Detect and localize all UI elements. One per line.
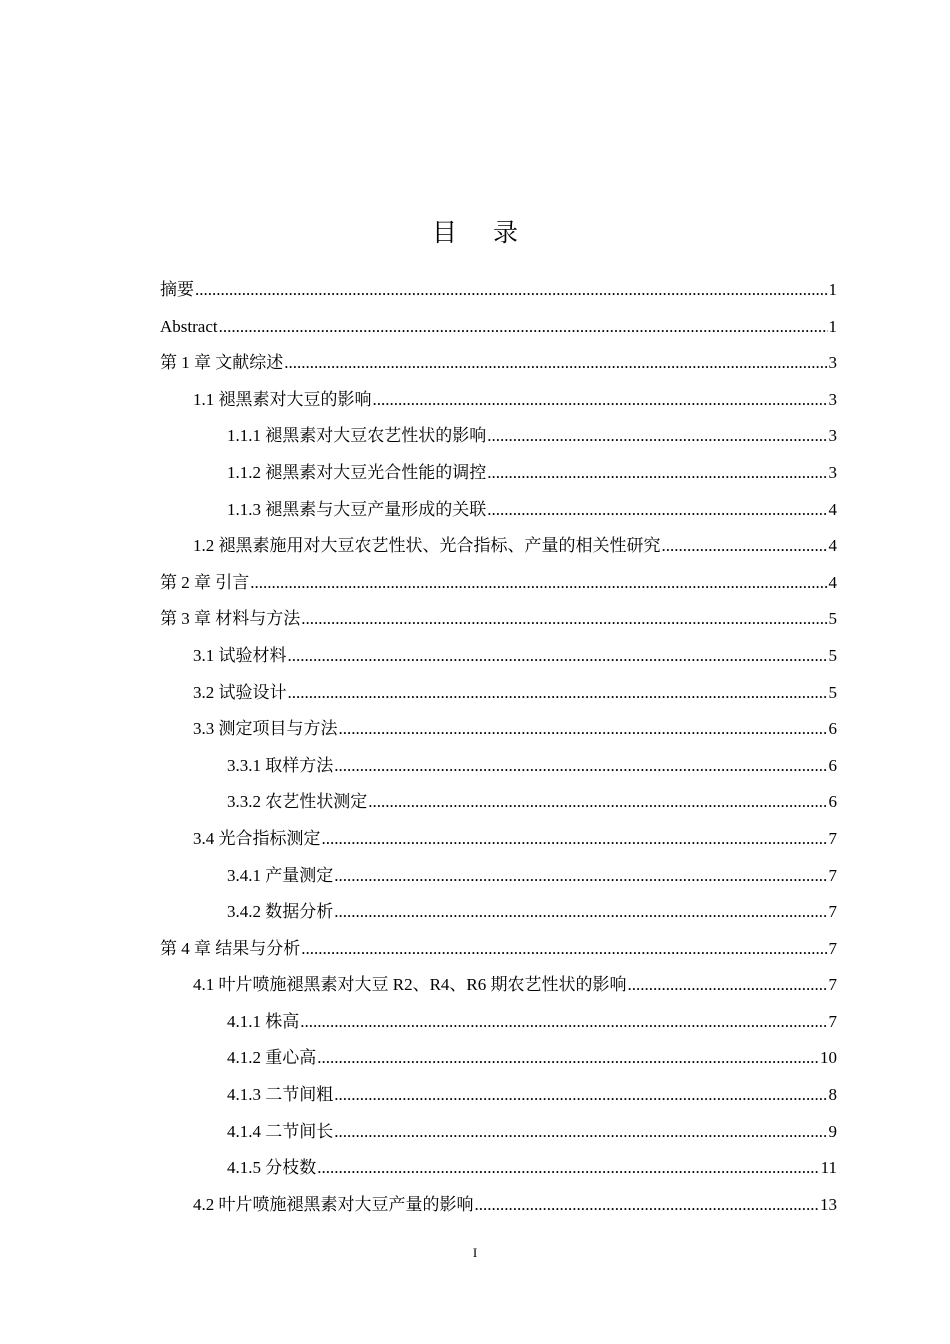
toc-entry[interactable] xyxy=(160,784,837,821)
toc-entry-text: 4.1.4 二节间长 xyxy=(227,1121,334,1141)
toc-dot-leader xyxy=(334,858,827,895)
toc-dot-leader xyxy=(322,821,828,858)
toc-entry-text: 第 4 章 结果与分析 xyxy=(160,938,301,958)
toc-entry-text: 3.4 光合指标测定 xyxy=(193,828,321,848)
toc-entry[interactable] xyxy=(160,345,837,382)
toc-dot-leader xyxy=(301,601,827,638)
toc-entry[interactable] xyxy=(160,528,837,565)
toc-entry[interactable] xyxy=(160,711,837,748)
toc-entry-page: 1 xyxy=(828,280,837,299)
toc-dot-leader xyxy=(334,1077,827,1114)
toc-dot-leader xyxy=(300,1004,827,1041)
toc-entry-page: 13 xyxy=(820,1194,837,1214)
toc-dot-leader xyxy=(301,931,827,968)
toc-entry-page: 7 xyxy=(828,828,837,848)
toc-dot-leader xyxy=(373,382,828,419)
toc-entry[interactable] xyxy=(160,455,837,492)
toc-entry-page: 4 xyxy=(828,536,837,556)
toc-dot-leader xyxy=(334,748,827,785)
toc-dot-leader xyxy=(195,272,828,309)
toc-entry[interactable] xyxy=(160,1004,837,1041)
toc-dot-leader xyxy=(250,565,827,602)
toc-entry-page: 5 xyxy=(828,645,837,665)
toc-entry-page: 7 xyxy=(828,938,837,958)
toc-entry-page: 8 xyxy=(828,1085,837,1105)
toc-dot-leader xyxy=(662,528,828,565)
toc-entry-text: 3.2 试验设计 xyxy=(193,682,287,702)
toc-entry-page: 11 xyxy=(820,1158,837,1178)
toc-entry-text: 4.2 叶片喷施褪黑素对大豆产量的影响 xyxy=(193,1194,474,1214)
toc-entry-text: 3.3 测定项目与方法 xyxy=(193,719,338,739)
toc-entry[interactable] xyxy=(160,638,837,675)
toc-entry-page: 3 xyxy=(828,462,837,482)
toc-entry-text: 4.1.3 二节间粗 xyxy=(227,1085,334,1105)
toc-entry-text: 第 2 章 引言 xyxy=(160,572,250,592)
toc-entry-text: 3.3.2 农艺性状测定 xyxy=(227,792,368,812)
toc-dot-leader xyxy=(487,455,827,492)
toc-entry-page: 6 xyxy=(828,719,837,739)
toc-entry-page: 3 xyxy=(828,426,837,446)
toc-dot-leader xyxy=(334,894,827,931)
toc-entry[interactable] xyxy=(160,675,837,712)
toc-list xyxy=(160,272,837,1223)
toc-entry[interactable] xyxy=(160,858,837,895)
toc-dot-leader xyxy=(487,492,827,529)
toc-entry[interactable] xyxy=(160,748,837,785)
toc-entry[interactable] xyxy=(160,418,837,455)
toc-entry-text: 4.1.1 株高 xyxy=(227,1011,300,1031)
toc-dot-leader xyxy=(487,418,827,455)
toc-entry-text: 1.1.3 褪黑素与大豆产量形成的关联 xyxy=(227,499,487,519)
toc-dot-leader xyxy=(475,1187,820,1224)
toc-dot-leader xyxy=(334,1114,827,1151)
toc-entry-text: 3.1 试验材料 xyxy=(193,645,287,665)
toc-entry-page: 7 xyxy=(828,1011,837,1031)
toc-entry-text: 1.2 褪黑素施用对大豆农艺性状、光合指标、产量的相关性研究 xyxy=(193,536,661,556)
toc-entry[interactable] xyxy=(160,1187,837,1224)
toc-entry-page: 5 xyxy=(828,609,837,629)
toc-entry[interactable] xyxy=(160,1150,837,1187)
page-number: I xyxy=(472,1245,478,1260)
toc-entry-page: 3 xyxy=(828,353,837,373)
toc-dot-leader xyxy=(339,711,828,748)
toc-dot-leader xyxy=(288,638,828,675)
toc-entry[interactable] xyxy=(160,1077,837,1114)
toc-entry-page: 3 xyxy=(828,389,837,409)
toc-entry[interactable] xyxy=(160,492,837,529)
toc-dot-leader xyxy=(219,309,828,346)
toc-entry-page: 6 xyxy=(828,792,837,812)
toc-entry[interactable] xyxy=(160,565,837,602)
toc-dot-leader xyxy=(317,1040,819,1077)
toc-entry[interactable] xyxy=(160,967,837,1004)
toc-entry[interactable] xyxy=(160,382,837,419)
toc-entry-page: 1 xyxy=(828,316,837,336)
toc-entry[interactable] xyxy=(160,1040,837,1077)
toc-entry-text: 1.1.1 褪黑素对大豆农艺性状的影响 xyxy=(227,426,487,446)
toc-entry-text: 4.1.2 重心高 xyxy=(227,1048,317,1068)
toc-entry-page: 7 xyxy=(828,975,837,995)
toc-entry[interactable] xyxy=(160,894,837,931)
toc-entry-text: 3.3.1 取样方法 xyxy=(227,755,334,775)
toc-dot-leader xyxy=(284,345,827,382)
toc-entry[interactable] xyxy=(160,309,837,346)
toc-entry-text: 4.1 叶片喷施褪黑素对大豆 R2、R4、R6 期农艺性状的影响 xyxy=(193,975,627,995)
toc-entry-text: 1.1 褪黑素对大豆的影响 xyxy=(193,389,372,409)
toc-entry-text: 摘要 xyxy=(160,280,194,299)
toc-entry-page: 6 xyxy=(828,755,837,775)
toc-entry-page: 4 xyxy=(828,572,837,592)
toc-entry-text: 4.1.5 分枝数 xyxy=(227,1158,317,1178)
toc-entry-page: 10 xyxy=(820,1048,837,1068)
toc-entry[interactable] xyxy=(160,601,837,638)
toc-entry-text: 第 1 章 文献综述 xyxy=(160,353,284,373)
toc-dot-leader xyxy=(317,1150,819,1187)
toc-entry[interactable] xyxy=(160,931,837,968)
toc-dot-leader xyxy=(368,784,827,821)
toc-entry-text: Abstract xyxy=(160,316,218,336)
toc-entry[interactable] xyxy=(160,1114,837,1151)
toc-entry-text: 3.4.2 数据分析 xyxy=(227,902,334,922)
toc-entry-page: 7 xyxy=(828,865,837,885)
toc-title: 目 录 xyxy=(432,218,532,247)
toc-entry-page: 7 xyxy=(828,902,837,922)
toc-entry[interactable] xyxy=(160,272,837,309)
toc-entry-text: 3.4.1 产量测定 xyxy=(227,865,334,885)
toc-dot-leader xyxy=(628,967,828,1004)
toc-entry-page: 9 xyxy=(828,1121,837,1141)
toc-dot-leader xyxy=(288,675,828,712)
toc-entry-text: 第 3 章 材料与方法 xyxy=(160,609,301,629)
toc-entry-page: 5 xyxy=(828,682,837,702)
toc-entry-text: 1.1.2 褪黑素对大豆光合性能的调控 xyxy=(227,462,487,482)
toc-entry-page: 4 xyxy=(828,499,837,519)
toc-entry[interactable] xyxy=(160,821,837,858)
